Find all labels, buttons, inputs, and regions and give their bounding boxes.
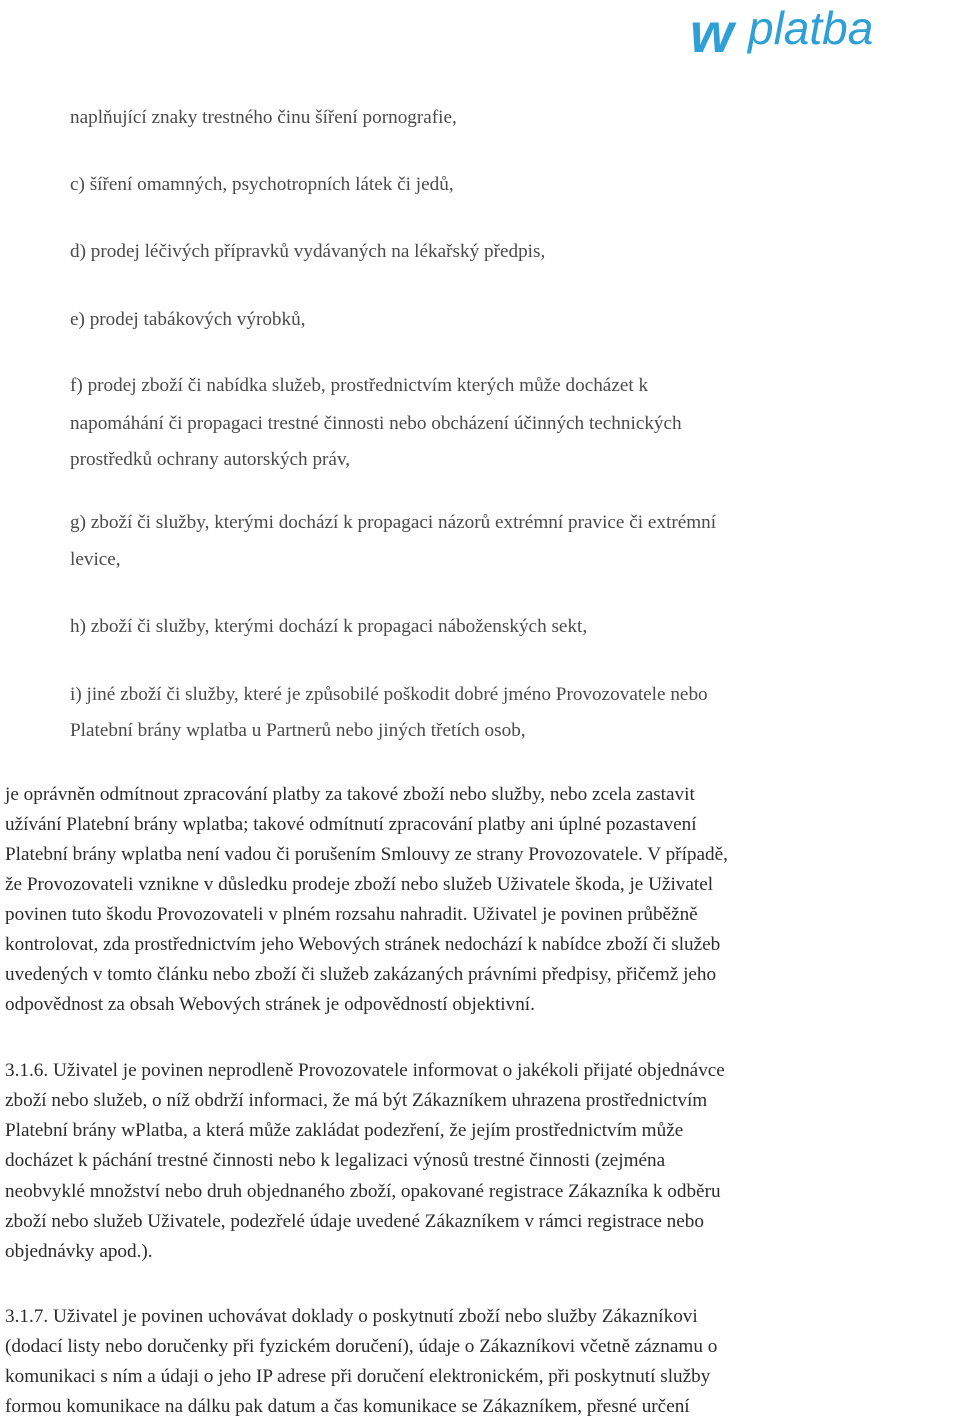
list-item-line: levice, bbox=[70, 549, 121, 570]
paragraph-line: (dodací listy nebo doručenky při fyzickém doručení), údaje o Zákazníkovi včetně záznamu o bbox=[5, 1336, 718, 1357]
wplatba-logo bbox=[682, 0, 960, 68]
paragraph-line: 3.1.6. Uživatel je povinen neprodleně Provozovatele informovat o jakékoli přijaté objednávce bbox=[5, 1060, 725, 1081]
paragraph-line: odpovědnost za obsah Webových stránek je odpovědností objektivní. bbox=[5, 994, 535, 1015]
paragraph-line: Platební brány wplatba není vadou či porušením Smlouvy ze strany Provozovatele. V případě, bbox=[5, 844, 728, 865]
list-item-line: g) zboží či služby, kterými dochází k propagaci názorů extrémní pravice či extrémní bbox=[70, 512, 717, 533]
list-item-line: naplňující znaky trestného činu šíření pornografie, bbox=[70, 107, 457, 128]
paragraph-line: zboží nebo služeb, o níž obdrží informaci, že má být Zákazníkem uhrazena prostřednictvím bbox=[5, 1090, 708, 1111]
paragraph-line: komunikaci s ním a údaji o jeho IP adrese při doručení elektronickém, při poskytnutí služby bbox=[5, 1366, 711, 1387]
paragraph-line: docházet k páchání trestné činnosti nebo k legalizaci výnosů trestné činnosti (zejména bbox=[5, 1150, 666, 1171]
list-item-line: c) šíření omamných, psychotropních látek či jedů, bbox=[70, 174, 454, 195]
paragraph-line: neobvyklé množství nebo druh objednaného zboží, opakované registrace Zákazníka k odběru bbox=[5, 1181, 721, 1202]
list-item-line: Platební brány wplatba u Partnerů nebo jiných třetích osob, bbox=[70, 720, 526, 741]
list-item-line: prostředků ochrany autorských práv, bbox=[70, 449, 351, 470]
paragraph-line: objednávky apod.). bbox=[5, 1241, 153, 1262]
paragraph-line: povinen tuto škodu Provozovateli v plném rozsahu nahradit. Uživatel je povinen průběžně bbox=[5, 904, 698, 925]
list-item-line: f) prodej zboží či nabídka služeb, prostřednictvím kterých může docházet k bbox=[70, 375, 649, 396]
paragraph-line: formou komunikace na dálku pak datum a čas komunikace se Zákazníkem, přesné určení bbox=[5, 1396, 690, 1417]
list-item-line: i) jiné zboží či služby, které je způsobilé poškodit dobré jméno Provozovatele nebo bbox=[70, 684, 708, 705]
list-item-line: h) zboží či služby, kterými dochází k propagaci náboženských sekt, bbox=[70, 616, 588, 637]
logo-wordmark: platba bbox=[748, 2, 874, 54]
paragraph-line: zboží nebo služeb Uživatele, podezřelé údaje uvedené Zákazníkem v rámci registrace nebo bbox=[5, 1211, 704, 1232]
logo-w-mark: w bbox=[690, 1, 734, 64]
paragraph-line: kontrolovat, zda prostřednictvím jeho Webových stránek nedochází k nabídce zboží či služeb bbox=[5, 934, 721, 955]
list-item-line: e) prodej tabákových výrobků, bbox=[70, 309, 306, 330]
paragraph-line: že Provozovateli vznikne v důsledku prodeje zboží nebo služeb Uživatele škoda, je Uživatel bbox=[5, 874, 714, 895]
list-item-line: napomáhání či propagaci trestné činnosti nebo obcházení účinných technických bbox=[70, 413, 682, 434]
paragraph-line: Platební brány wPlatba, a která může zakládat podezření, že jejím prostřednictvím může bbox=[5, 1120, 684, 1141]
list-item-line: d) prodej léčivých přípravků vydávaných na lékařský předpis, bbox=[70, 241, 546, 262]
paragraph-line: 3.1.7. Uživatel je povinen uchovávat doklady o poskytnutí zboží nebo služby Zákazníkovi bbox=[5, 1306, 698, 1327]
paragraph-line: užívání Platební brány wplatba; takové odmítnutí zpracování platby ani úplné pozastavení bbox=[5, 814, 697, 835]
paragraph-line: je oprávněn odmítnout zpracování platby za takové zboží nebo služby, nebo zcela zastavit bbox=[5, 784, 695, 805]
paragraph-line: uvedených v tomto článku nebo zboží či služeb zakázaných právními předpisy, přičemž jeho bbox=[5, 964, 717, 985]
